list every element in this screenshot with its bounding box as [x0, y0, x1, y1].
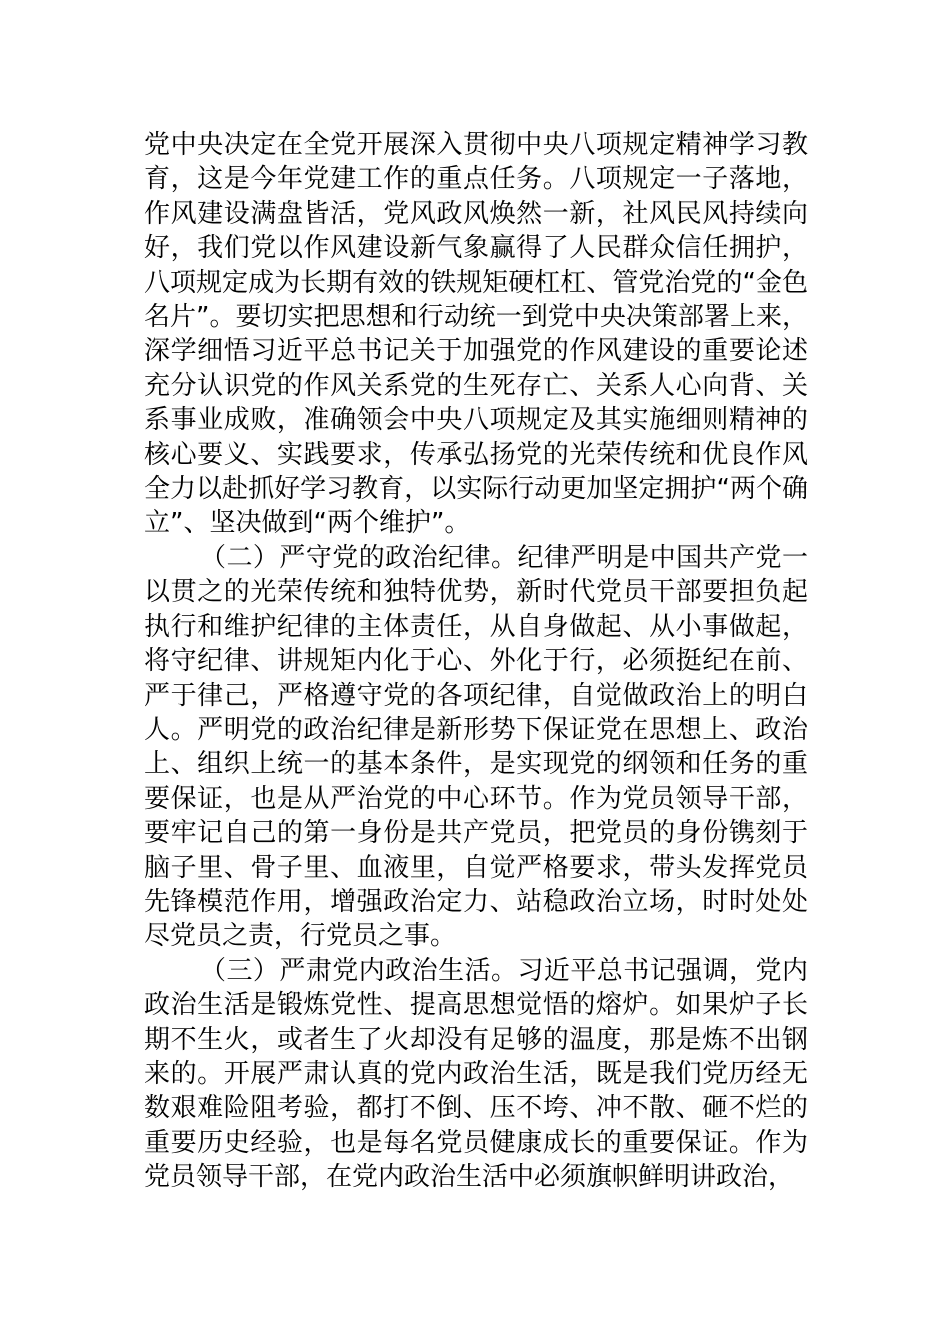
paragraph-political-discipline: （二）严守党的政治纪律。纪律严明是中国共产党一以贯之的光荣传统和独特优势，新时代党员干部要担负起执行和维护纪律的主体责任，从自身做起、从小事做起，将守纪律、讲规矩内化于心、外化于行，必须挺纪在前、严于律己，严格遵守党的各项纪律，自觉做政治上的明白人。严明党的政治纪律是新形势下保证党在思想上、政治上、组织上统一的基本条件，是实现党的纲领和任务的重要保证，也是从严治党的中心环节。作为党员领导干部，要牢记自己的第一身份是共产党员，把党员的身份镌刻于脑子里、骨子里、血液里，自觉严格要求，带头发挥党员先锋模范作用，增强政治定力、站稳政治立场，时时处处尽党员之责，行党员之事。 — [144, 542, 808, 952]
paragraph-party-central-decision: 党中央决定在全党开展深入贯彻中央八项规定精神学习教育，这是今年党建工作的重点任务。八项规定一子落地，作风建设满盘皆活，党风政风焕然一新，社风民风持续向好，我们党以作风建设新气象赢得了人民群众信任拥护，八项规定成为长期有效的铁规矩硬杠杠、管党治党的“金色名片”。要切实把思想和行动统一到党中央决策部署上来，深学细悟习近平总书记关于加强党的作风建设的重要论述充分认识党的作风关系党的生死存亡、关系人心向背、关系事业成败，准确领会中央八项规定及其实施细则精神的核心要义、实践要求，传承弘扬党的光荣传统和优良作风全力以赴抓好学习教育，以实际行动更加坚定拥护“两个确立”、坚决做到“两个维护”。 — [144, 130, 808, 539]
paragraph-inner-party-political-life: （三）严肃党内政治生活。习近平总书记强调，党内政治生活是锻炼党性、提高思想觉悟的熔炉。如果炉子长期不生火，或者生了火却没有足够的温度，那是炼不出钢来的。开展严肃认真的党内政治生活，既是我们党历经无数艰难险阻考验，都打不倒、压不垮、冲不散、砸不烂的重要历史经验，也是每名党员健康成长的重要保证。作为党员领导干部，在党内政治生活中必须旗帜鲜明讲政治， — [144, 955, 808, 1193]
document-body — [144, 128, 808, 1195]
